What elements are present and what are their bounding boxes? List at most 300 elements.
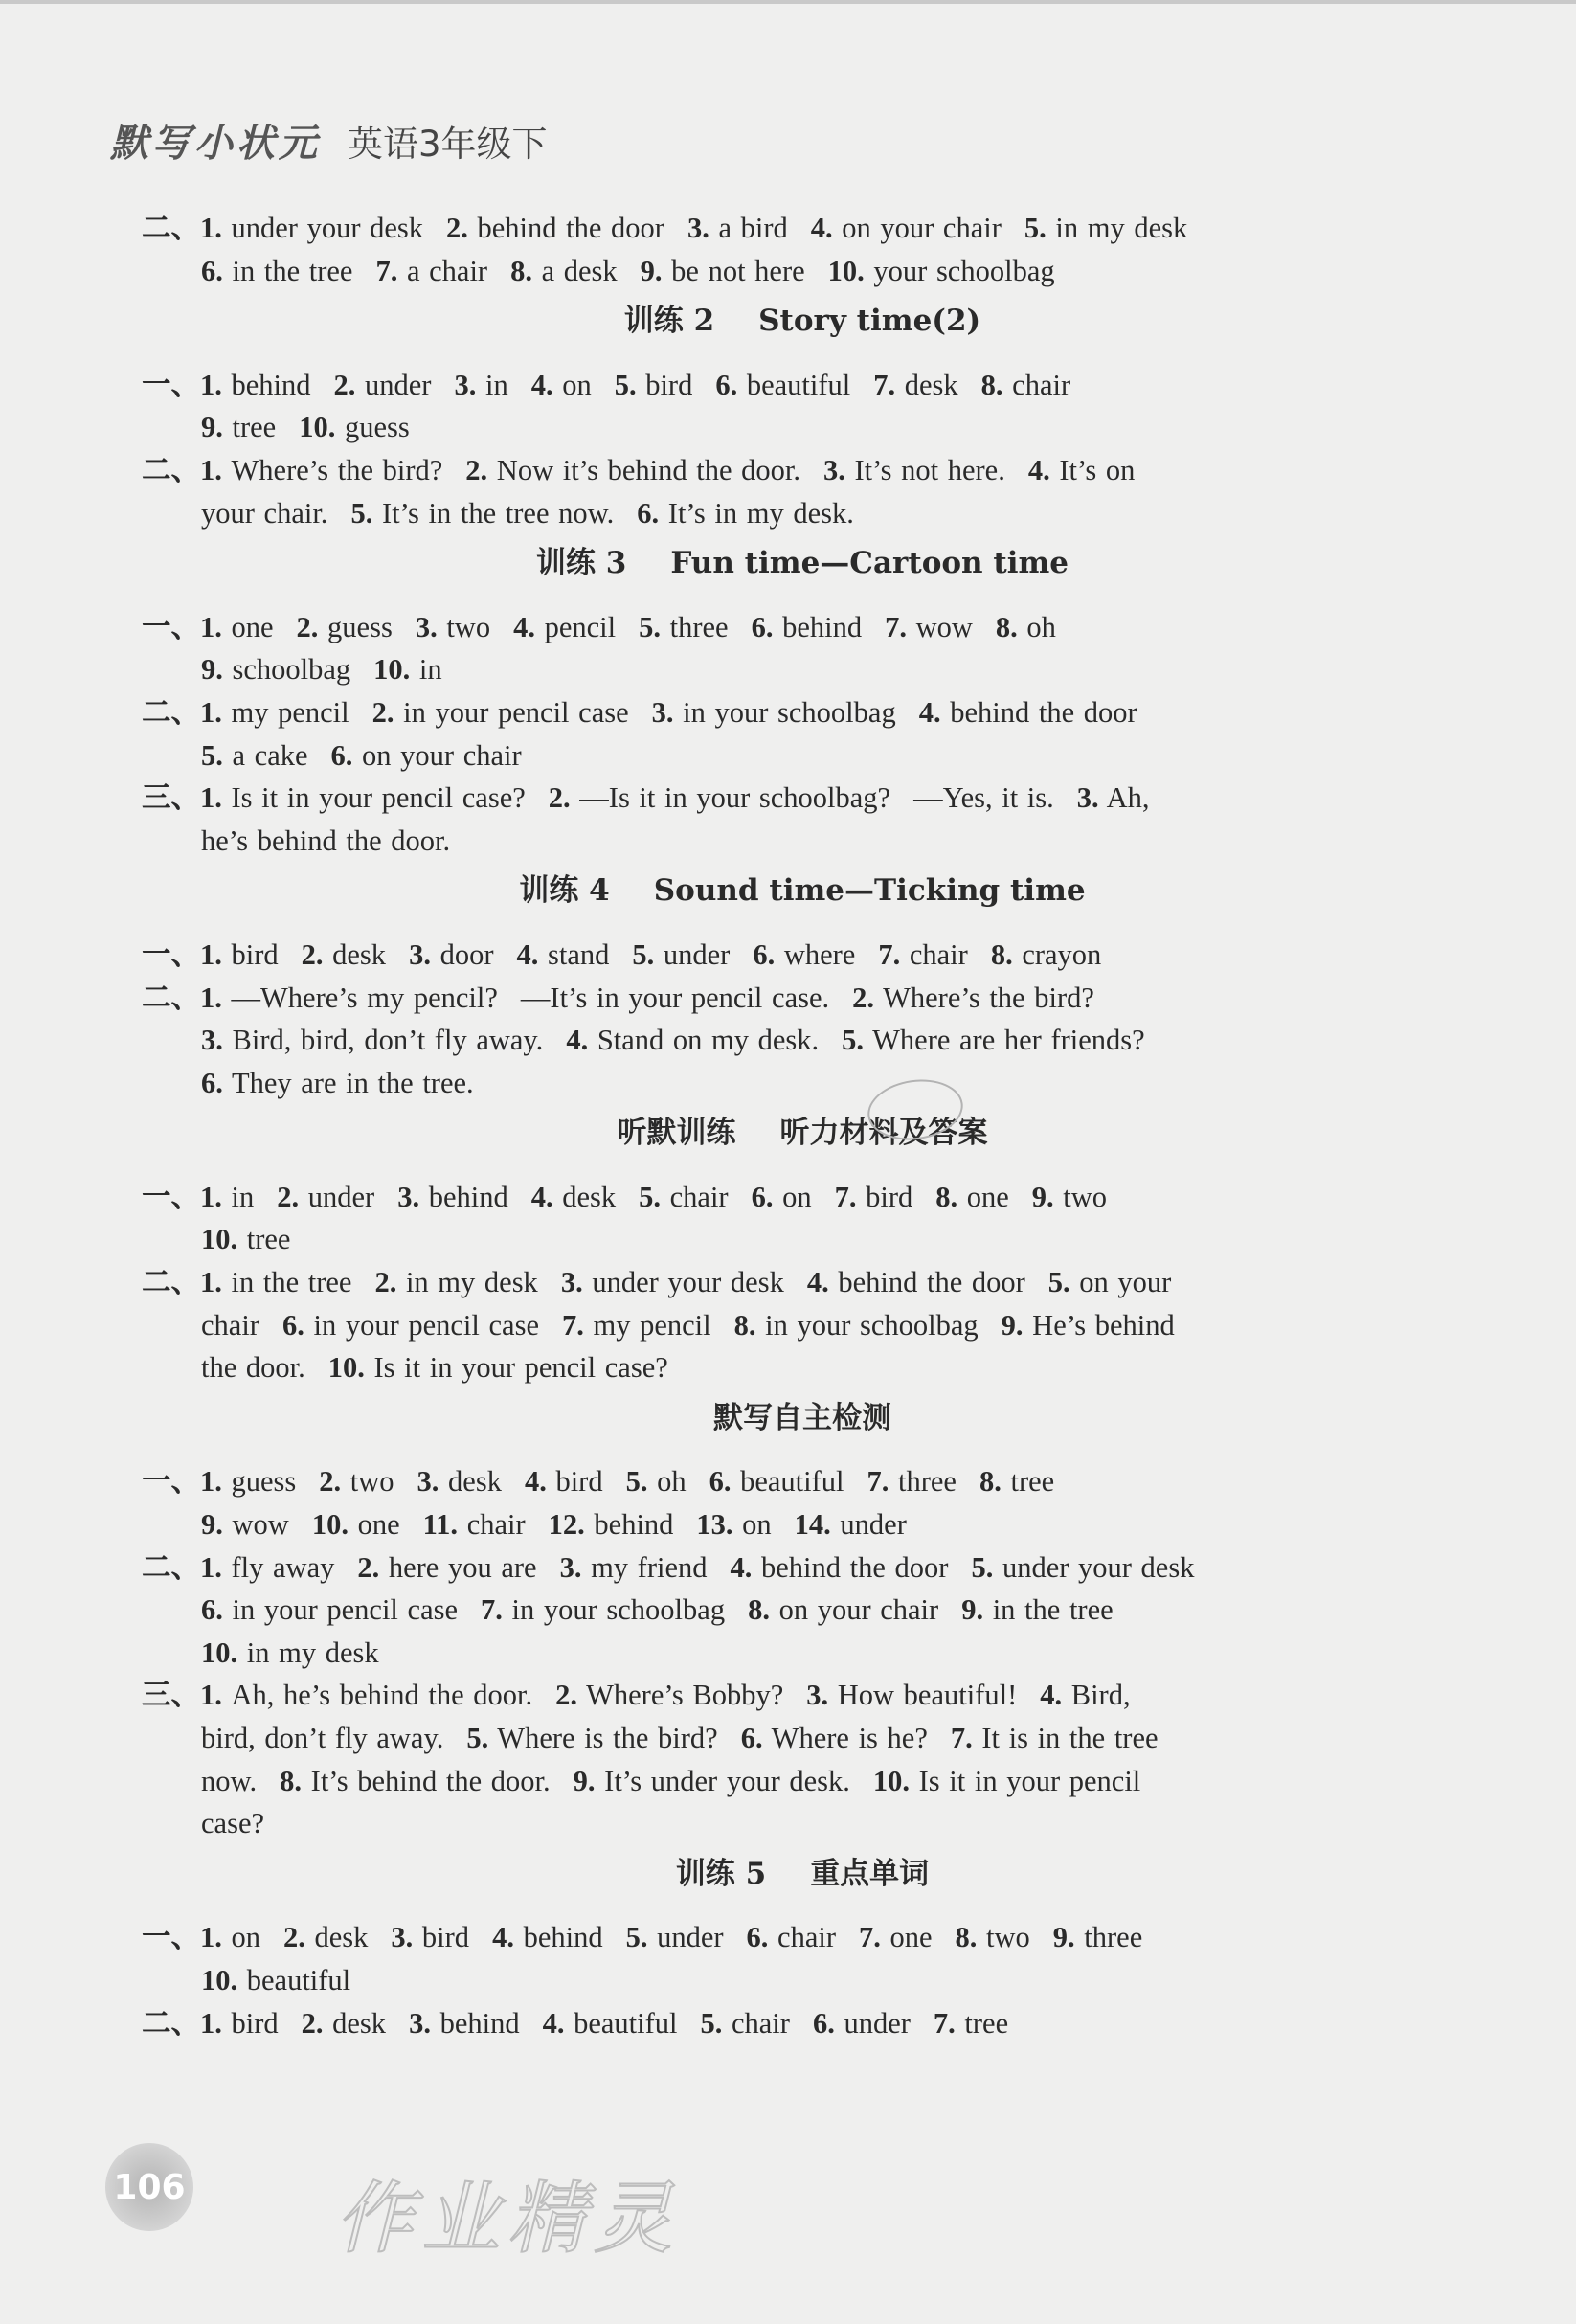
- item-number: 6.: [330, 738, 353, 772]
- answer-item: [201, 1309, 259, 1342]
- item-text: It’s on: [1059, 453, 1136, 486]
- item-text: in your schoolbag: [683, 695, 896, 729]
- item-number: 10.: [299, 411, 336, 444]
- item-text: one: [966, 1180, 1009, 1213]
- item-number: 6.: [751, 1180, 774, 1213]
- answer-item: [748, 1593, 938, 1626]
- item-number: 3.: [687, 212, 709, 244]
- answer-line: [142, 1959, 1463, 2002]
- item-text: a desk: [541, 254, 618, 287]
- answer-item: [201, 411, 276, 443]
- item-text: Where’s the bird?: [231, 453, 443, 486]
- item-text: behind: [523, 1921, 603, 1954]
- answer-line: [142, 1460, 1463, 1503]
- item-number: 3.: [201, 1024, 223, 1057]
- item-text: under your desk: [592, 1266, 784, 1299]
- answer-item: [201, 739, 308, 772]
- item-text: a cake: [232, 738, 308, 772]
- page-header: [110, 113, 548, 168]
- item-text: desk: [332, 937, 387, 971]
- page-number-badge: 106: [105, 2143, 193, 2231]
- item-text: your chair.: [201, 496, 328, 530]
- item-number: 9.: [640, 254, 663, 287]
- answer-item: [913, 781, 1054, 814]
- answer-item: [747, 1921, 836, 1953]
- answer-item: [283, 1921, 368, 1953]
- item-number: 5.: [625, 1465, 648, 1499]
- item-text: a bird: [718, 212, 788, 244]
- answer-item: [811, 212, 1002, 244]
- answer-item: [201, 1964, 350, 1997]
- item-text: in your schoolbag: [765, 1308, 979, 1342]
- answer-item: [142, 1266, 351, 1298]
- answer-item: [201, 1067, 474, 1099]
- section-title-part: Story time(2): [758, 304, 981, 339]
- item-number: 5.: [350, 496, 373, 530]
- answer-item: [492, 1921, 603, 1953]
- item-text: —It’s in your pencil case.: [520, 981, 830, 1014]
- answer-item: [142, 981, 498, 1014]
- section-title-part: Fun time—Cartoon time: [670, 546, 1069, 581]
- item-number: 二、1.: [142, 695, 222, 729]
- item-text: Where is he?: [771, 1722, 928, 1754]
- item-text: behind: [428, 1180, 508, 1213]
- answer-line: [142, 977, 1463, 1020]
- answer-item: [201, 1024, 543, 1056]
- item-text: chair: [466, 1508, 526, 1542]
- answer-item: [867, 1465, 957, 1498]
- item-text: Is it in your pencil case?: [231, 781, 526, 815]
- item-number: 6.: [746, 1921, 769, 1954]
- answer-item: [835, 1181, 913, 1213]
- item-text: my pencil: [231, 695, 349, 729]
- item-text: under: [657, 1921, 724, 1954]
- item-number: 4.: [530, 1180, 553, 1213]
- section-title-part: 训练 5: [675, 1856, 767, 1891]
- item-number: 6.: [201, 1066, 223, 1099]
- item-text: under your desk: [231, 212, 424, 244]
- item-text: on: [562, 368, 592, 401]
- answer-line: [142, 606, 1463, 649]
- item-text: beautiful: [740, 1465, 844, 1499]
- answer-item: [516, 938, 609, 971]
- answer-item: [741, 1722, 928, 1754]
- item-number: 4.: [1027, 453, 1050, 486]
- item-number: 10.: [311, 1508, 349, 1542]
- item-number: 12.: [548, 1508, 585, 1542]
- section-title: [142, 1112, 1463, 1155]
- item-text: bird: [645, 368, 693, 401]
- item-number: 7.: [873, 368, 896, 401]
- answer-item: [397, 1181, 508, 1213]
- answer-item: [700, 2007, 789, 2040]
- section-title-part: 听力材料及答案: [779, 1116, 988, 1151]
- item-text: It’s in my desk.: [667, 496, 854, 530]
- item-text: bird: [421, 1921, 470, 1954]
- item-number: 3.: [409, 937, 431, 971]
- answer-item: [302, 2007, 386, 2040]
- item-text: wow: [232, 1508, 289, 1542]
- answer-item: [1028, 454, 1136, 486]
- item-text: in your pencil case: [313, 1308, 539, 1342]
- answer-item: [806, 1679, 1017, 1711]
- item-text: bird, don’t fly away.: [201, 1722, 444, 1754]
- item-text: in: [484, 368, 508, 401]
- answer-item: [142, 781, 526, 814]
- item-number: 4.: [530, 368, 553, 401]
- answer-item: [282, 1309, 539, 1342]
- item-number: 2.: [296, 610, 319, 643]
- answer-item: [375, 255, 487, 287]
- item-number: 6.: [201, 254, 223, 287]
- answer-line: [142, 492, 1463, 535]
- item-text: a chair: [406, 254, 488, 287]
- answer-line: [142, 1802, 1463, 1845]
- answer-item: [639, 1181, 728, 1213]
- item-text: Where is the bird?: [497, 1722, 718, 1754]
- item-number: 8.: [990, 937, 1013, 971]
- answer-line: [142, 1176, 1463, 1219]
- answer-line: [142, 777, 1463, 820]
- item-number: 7.: [481, 1593, 503, 1627]
- answer-line: [142, 934, 1463, 977]
- answer-item: [409, 2007, 520, 2040]
- answer-item: [374, 1266, 537, 1298]
- answer-item: [715, 369, 850, 401]
- item-number: 7.: [859, 1921, 881, 1954]
- item-number: 8.: [935, 1180, 958, 1213]
- answer-item: [391, 1921, 469, 1953]
- item-number: 三、1.: [142, 781, 222, 815]
- item-number: 一、1.: [142, 1180, 222, 1213]
- item-number: 4.: [918, 695, 941, 729]
- item-text: bird: [555, 1465, 603, 1499]
- item-number: 8.: [995, 610, 1018, 643]
- answer-item: [1048, 1266, 1172, 1298]
- item-text: your schoolbag: [873, 254, 1055, 287]
- item-number: 一、1.: [142, 1921, 222, 1954]
- item-number: 11.: [422, 1508, 459, 1542]
- item-text: pencil: [544, 610, 617, 643]
- answer-item: [1024, 212, 1187, 244]
- answer-line: [142, 648, 1463, 691]
- answer-line: [142, 691, 1463, 734]
- answer-item: [201, 1351, 305, 1384]
- item-number: 10.: [827, 254, 865, 287]
- item-text: stand: [547, 937, 610, 971]
- item-number: 6.: [637, 496, 660, 530]
- item-number: 2.: [333, 368, 356, 401]
- item-text: the door.: [201, 1351, 305, 1385]
- answer-item: [852, 981, 1094, 1014]
- answer-item: [981, 369, 1070, 401]
- answer-item: [615, 369, 693, 401]
- item-number: 2.: [465, 453, 488, 486]
- answer-item: [696, 1508, 771, 1541]
- item-number: 3.: [651, 695, 674, 729]
- answer-item: [731, 1551, 949, 1584]
- item-number: 二、1.: [142, 1266, 222, 1299]
- item-number: 3.: [397, 1180, 420, 1213]
- item-number: 8.: [280, 1764, 303, 1797]
- item-number: 3.: [409, 2006, 431, 2040]
- answer-line: [142, 207, 1463, 250]
- item-text: on your chair: [778, 1593, 939, 1627]
- answer-item: [142, 1551, 334, 1584]
- answer-item: [531, 369, 592, 401]
- item-number: 4.: [566, 1024, 589, 1057]
- item-text: now.: [201, 1764, 258, 1797]
- item-text: It’s under your desk.: [604, 1764, 850, 1797]
- watermark-text: 作业精灵: [335, 2174, 680, 2265]
- answer-item: [935, 1181, 1009, 1213]
- item-number: 5.: [614, 368, 637, 401]
- item-text: —Yes, it is.: [913, 781, 1054, 815]
- answer-item: [549, 1508, 674, 1541]
- item-text: How beautiful!: [837, 1679, 1018, 1712]
- item-text: in my desk: [246, 1636, 379, 1669]
- item-text: tree: [246, 1223, 291, 1256]
- item-text: Is it in your pencil: [918, 1764, 1141, 1797]
- item-text: chair: [909, 937, 968, 971]
- section-title: [142, 1397, 1463, 1440]
- item-text: door: [439, 937, 494, 971]
- answer-item: [1077, 781, 1150, 814]
- item-text: in the tree: [231, 1266, 352, 1299]
- item-text: under: [844, 2006, 911, 2040]
- answer-item: [574, 1765, 850, 1797]
- answer-item: [299, 411, 410, 443]
- section-title: [142, 542, 1463, 585]
- answer-line: [142, 1717, 1463, 1760]
- answer-item: [753, 938, 855, 971]
- answer-line: [142, 820, 1463, 863]
- answer-key-content: [142, 207, 1463, 2044]
- item-number: 9.: [201, 1508, 223, 1542]
- item-text: under: [365, 368, 432, 401]
- item-text: behind the door: [477, 212, 664, 244]
- answer-item: [637, 497, 854, 530]
- answer-item: [1040, 1679, 1130, 1711]
- answer-item: [277, 1181, 374, 1213]
- answer-item: [859, 1921, 933, 1953]
- answer-item: [357, 1551, 536, 1584]
- answer-line: [142, 2002, 1463, 2045]
- item-text: chair: [201, 1308, 259, 1342]
- answer-item: [142, 611, 274, 643]
- answer-item: [543, 2007, 678, 2040]
- item-number: 4.: [542, 2006, 565, 2040]
- item-number: 8.: [980, 368, 1003, 401]
- item-number: 2.: [301, 2006, 324, 2040]
- item-number: 三、1.: [142, 1679, 222, 1712]
- answer-item: [331, 739, 522, 772]
- answer-item: [201, 653, 350, 686]
- answer-line: [142, 1589, 1463, 1632]
- item-number: 2.: [374, 1266, 397, 1299]
- item-text: on your chair: [362, 738, 522, 772]
- item-number: 7.: [950, 1722, 973, 1754]
- item-text: under: [307, 1180, 375, 1213]
- item-number: 4.: [810, 212, 833, 244]
- answer-item: [142, 369, 311, 401]
- item-number: 9.: [961, 1593, 984, 1627]
- item-number: 8.: [733, 1308, 756, 1342]
- item-number: 7.: [375, 254, 398, 287]
- item-number: 一、1.: [142, 368, 222, 401]
- answer-item: [842, 1024, 1145, 1056]
- answer-item: [201, 1807, 264, 1839]
- item-text: Now it’s behind the door.: [496, 453, 801, 486]
- item-text: chair: [1012, 368, 1071, 401]
- item-text: under: [840, 1508, 907, 1542]
- item-number: 3.: [560, 1266, 583, 1299]
- item-number: 7.: [561, 1308, 584, 1342]
- item-number: 10.: [327, 1351, 365, 1385]
- item-text: behind: [782, 610, 863, 643]
- answer-item: [312, 1508, 400, 1541]
- answer-line: [142, 364, 1463, 407]
- item-text: behind: [439, 2006, 520, 2040]
- answer-item: [873, 369, 957, 401]
- answer-line: [142, 1546, 1463, 1590]
- item-number: 2.: [319, 1465, 342, 1499]
- item-text: guess: [344, 411, 410, 444]
- answer-item: [201, 1636, 379, 1669]
- item-text: chair: [777, 1921, 836, 1954]
- answer-line: [142, 250, 1463, 293]
- item-text: in the tree: [992, 1593, 1114, 1627]
- item-text: desk: [562, 1180, 617, 1213]
- item-text: in: [418, 653, 442, 687]
- item-number: 一、1.: [142, 610, 222, 643]
- item-text: Bird, bird, don’t fly away.: [232, 1024, 544, 1057]
- answer-item: [142, 2007, 279, 2040]
- answer-item: [513, 611, 616, 643]
- answer-item: [687, 212, 788, 244]
- answer-item: [142, 454, 442, 486]
- item-text: It’s not here.: [854, 453, 1005, 486]
- item-number: 6.: [753, 937, 776, 971]
- answer-item: [201, 1223, 290, 1255]
- item-number: 5.: [971, 1550, 994, 1584]
- item-text: where: [783, 937, 856, 971]
- item-number: 13.: [696, 1508, 733, 1542]
- item-text: one: [357, 1508, 400, 1542]
- item-text: in: [231, 1180, 255, 1213]
- item-text: three: [898, 1465, 957, 1499]
- answer-line: [142, 406, 1463, 449]
- item-text: in your schoolbag: [511, 1593, 726, 1627]
- item-number: 3.: [823, 453, 845, 486]
- answer-item: [280, 1765, 550, 1797]
- item-text: two: [446, 610, 491, 643]
- answer-item: [142, 1921, 260, 1953]
- answer-item: [1032, 1181, 1107, 1213]
- answer-item: [510, 255, 618, 287]
- item-text: Where’s the bird?: [883, 981, 1094, 1014]
- item-text: Bird,: [1070, 1679, 1131, 1712]
- item-number: 8.: [748, 1593, 770, 1627]
- item-number: 2.: [446, 212, 468, 244]
- answer-item: [885, 611, 973, 643]
- answer-item: [828, 255, 1055, 287]
- answer-item: [561, 1266, 784, 1298]
- answer-item: [813, 2007, 911, 2040]
- answer-item: [652, 696, 896, 729]
- item-number: 3.: [806, 1679, 829, 1712]
- answer-item: [416, 611, 490, 643]
- item-text: in my desk: [1055, 212, 1188, 244]
- item-number: 2.: [301, 937, 324, 971]
- item-text: desk: [904, 368, 958, 401]
- answer-item: [549, 781, 890, 814]
- item-number: 2.: [371, 695, 394, 729]
- item-text: —Is it in your schoolbag?: [579, 781, 891, 815]
- answer-line: [142, 1674, 1463, 1717]
- item-text: under: [663, 937, 731, 971]
- answer-item: [531, 1181, 616, 1213]
- item-text: behind the door: [838, 1266, 1025, 1299]
- item-text: Where’s Bobby?: [586, 1679, 784, 1712]
- answer-item: [302, 938, 386, 971]
- item-text: beautiful: [574, 2006, 678, 2040]
- item-text: my pencil: [593, 1308, 711, 1342]
- item-number: 6.: [740, 1722, 763, 1754]
- answer-line: [142, 1218, 1463, 1261]
- item-number: 9.: [1031, 1180, 1054, 1213]
- section-title: [142, 1853, 1463, 1896]
- answer-item: [142, 938, 279, 971]
- item-text: one: [889, 1921, 933, 1954]
- item-text: my friend: [591, 1550, 708, 1584]
- answer-item: [639, 611, 728, 643]
- item-number: 二、1.: [142, 981, 222, 1014]
- answer-line: [142, 1916, 1463, 1959]
- item-number: 3.: [1076, 781, 1099, 815]
- answer-item: [481, 1593, 725, 1626]
- item-text: behind the door: [761, 1550, 949, 1584]
- answer-item: [372, 696, 629, 729]
- item-text: bird: [231, 2006, 279, 2040]
- item-text: on: [782, 1180, 812, 1213]
- item-number: 5.: [639, 610, 661, 643]
- answer-item: [334, 369, 432, 401]
- answer-item: [919, 696, 1137, 729]
- item-number: 3.: [559, 1550, 582, 1584]
- item-number: 二、1.: [142, 453, 222, 486]
- book-brand-title: 默写小状元: [110, 122, 321, 166]
- section-title-part: 重点单词: [810, 1856, 930, 1891]
- item-text: under your desk: [1002, 1550, 1195, 1584]
- answer-item: [641, 255, 805, 287]
- answer-line: [142, 1346, 1463, 1389]
- answer-item: [996, 611, 1056, 643]
- answer-item: [971, 1551, 1194, 1584]
- item-number: 8.: [979, 1465, 1002, 1499]
- item-number: 3.: [454, 368, 477, 401]
- item-text: Is it in your pencil case?: [373, 1351, 668, 1385]
- item-text: in your pencil case: [232, 1593, 459, 1627]
- item-text: on: [742, 1508, 772, 1542]
- answer-item: [423, 1508, 526, 1541]
- item-number: 5.: [842, 1024, 865, 1057]
- answer-item: [142, 696, 349, 729]
- item-number: 5.: [201, 738, 223, 772]
- answer-item: [709, 1465, 844, 1498]
- answer-item: [626, 1465, 687, 1498]
- answer-item: [961, 1593, 1113, 1626]
